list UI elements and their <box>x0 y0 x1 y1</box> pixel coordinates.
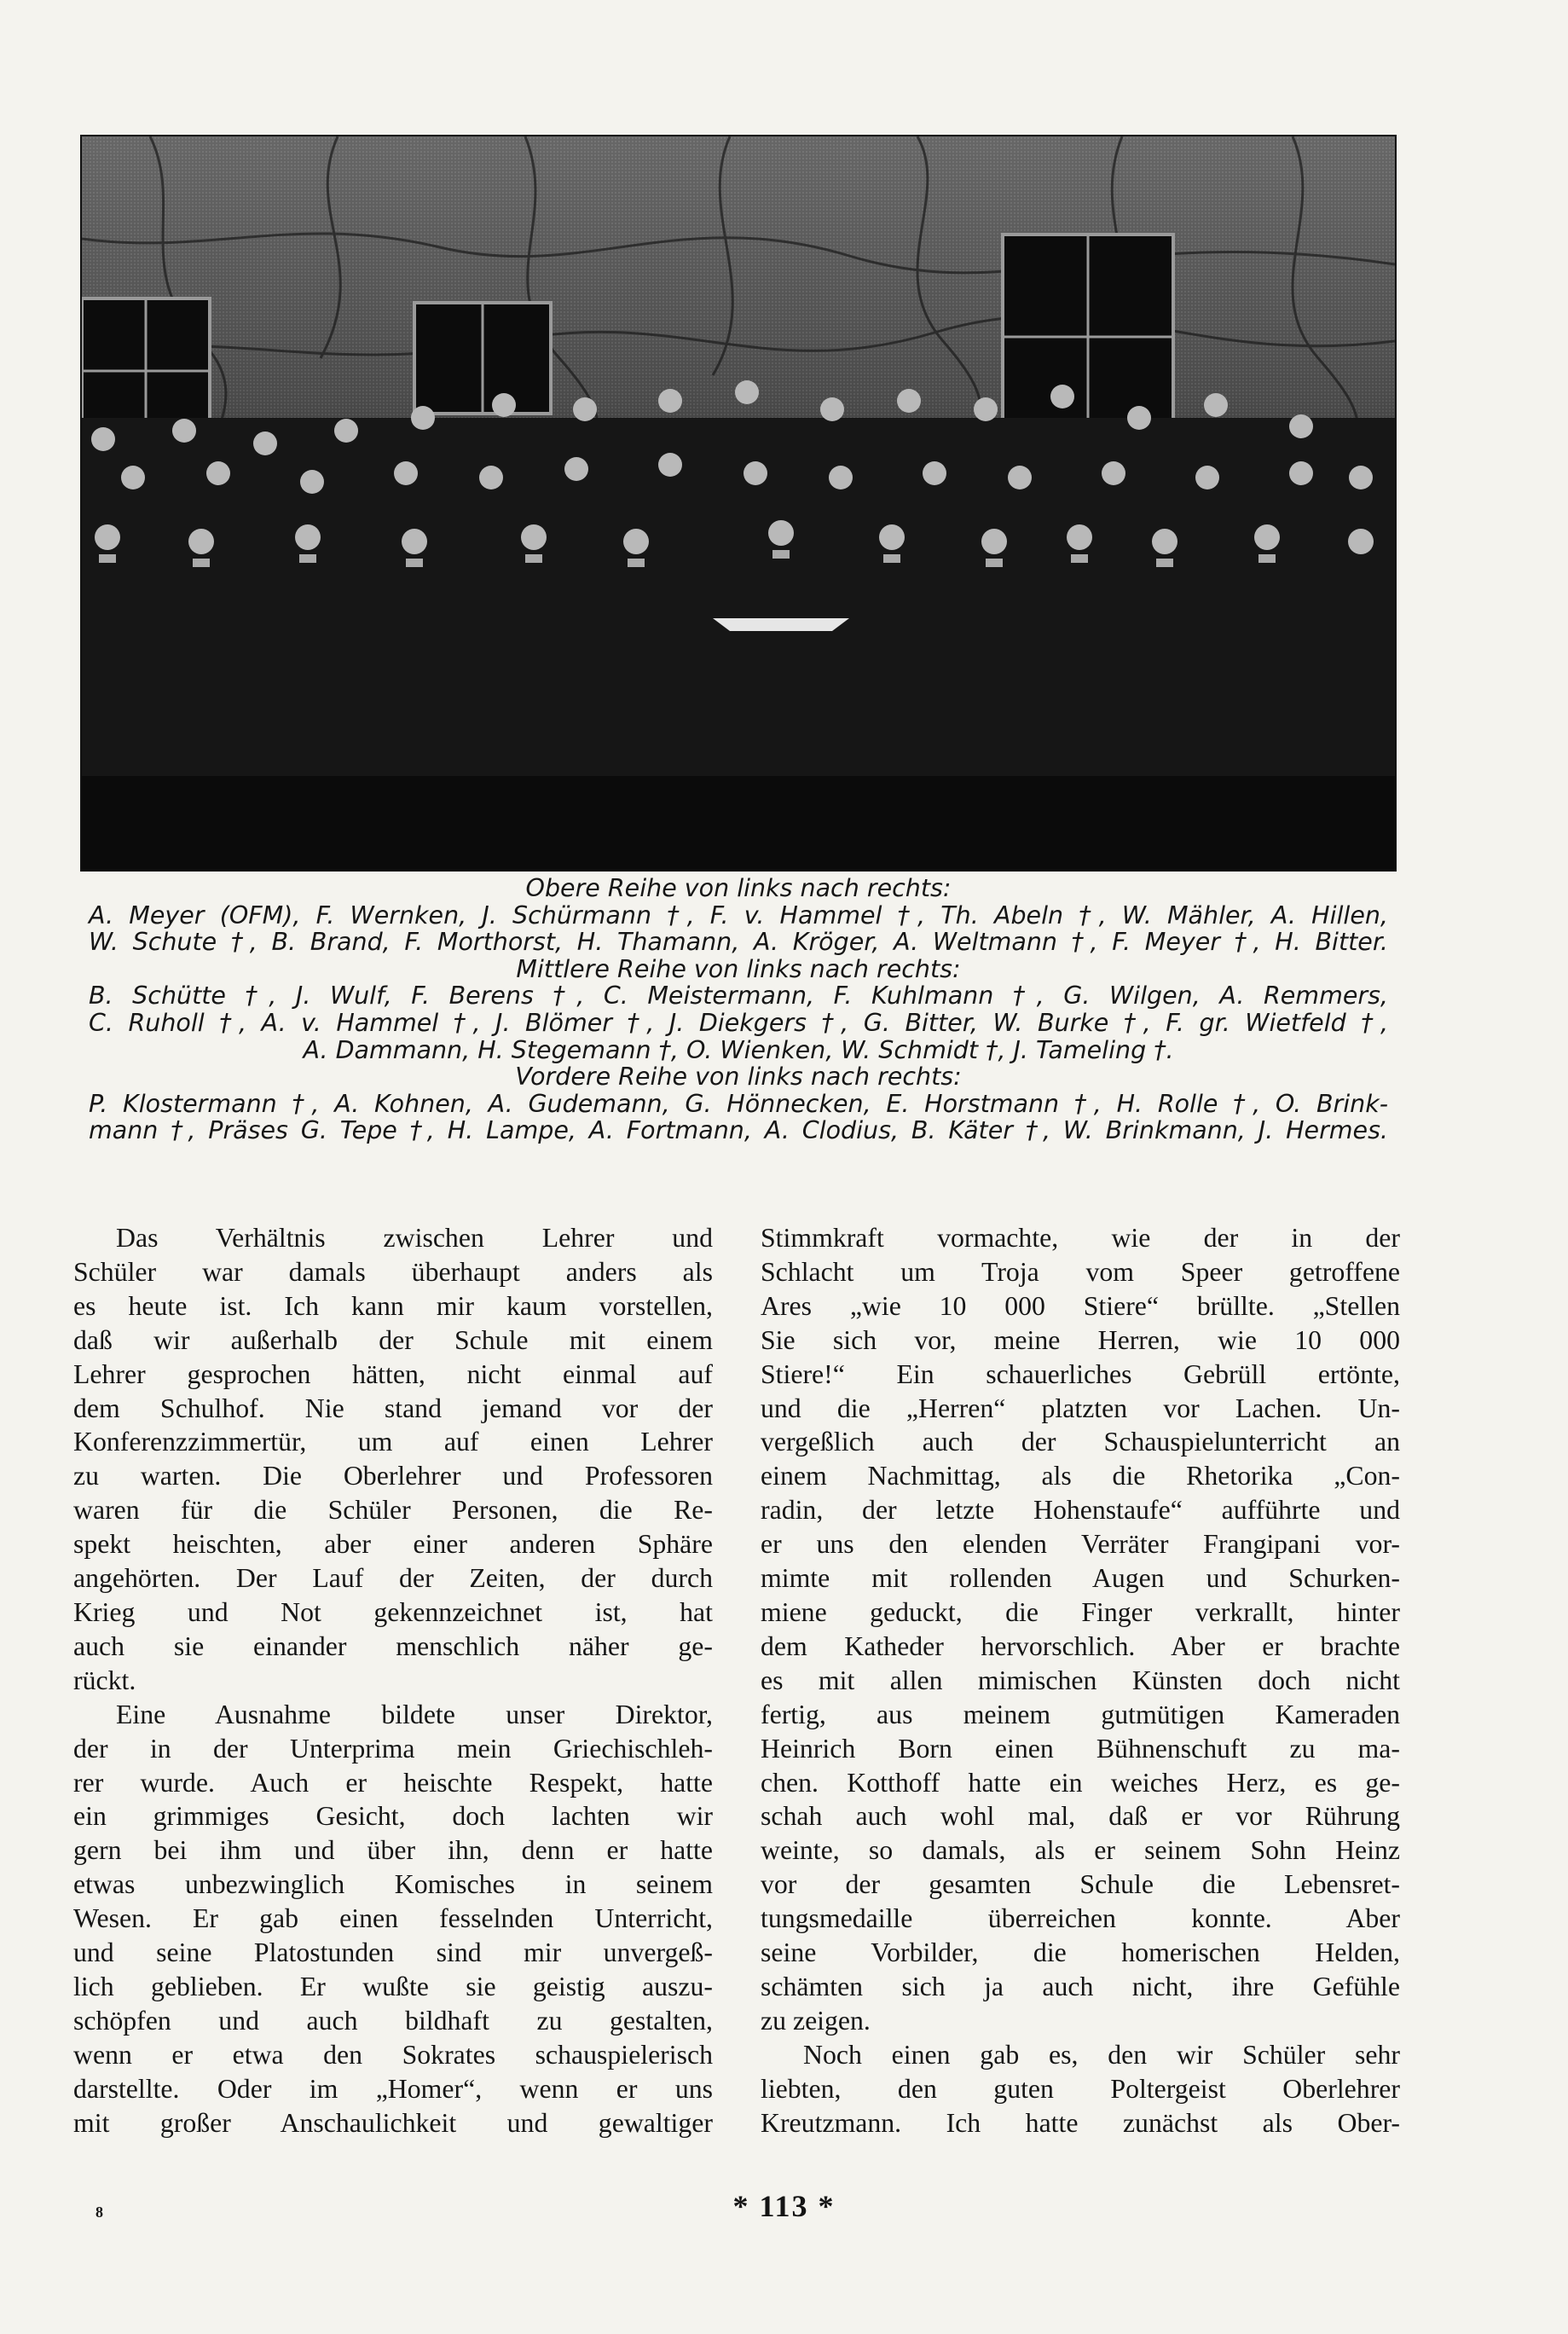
text-line: einem Nachmittag, als die Rhetorika „Con- <box>761 1461 1400 1491</box>
text-line: Schlacht um Troja vom Speer getroffene <box>761 1256 1400 1287</box>
text-column-left <box>73 1221 713 2140</box>
group-portrait-photo <box>82 136 1395 870</box>
caption-line: Mittlere Reihe von links nach rechts: <box>516 954 961 983</box>
text-line: rer wurde. Auch er heischte Respekt, hatte <box>73 1767 713 1798</box>
text-line: dem Katheder hervorschlich. Aber er brachte <box>761 1630 1400 1661</box>
text-line: mit großer Anschaulichkeit und gewaltiger <box>73 2107 713 2138</box>
text-line: radin, der letzte Hohenstaufe“ aufführte und <box>761 1495 1400 1526</box>
text-line: angehörten. Der Lauf der Zeiten, der durch <box>73 1563 713 1594</box>
text-line: miene geduckt, die Finger verkrallt, hinter <box>761 1596 1400 1627</box>
text-line: Kreutzmann. Ich hatte zunächst als Ober- <box>761 2107 1400 2138</box>
text-line: seine Vorbilder, die homerischen Helden, <box>761 1937 1400 1968</box>
photo-caption <box>89 875 1388 1144</box>
text-line: Stimmkraft vormachte, wie der in der <box>761 1223 1400 1253</box>
text-line: chen. Kotthoff hatte ein weiches Herz, es ge- <box>761 1767 1400 1798</box>
text-line: und seine Platostunden sind mir unvergeß- <box>73 1937 713 1968</box>
text-line: Sie sich vor, meine Herren, wie 10 000 <box>761 1324 1400 1355</box>
text-line: tungsmedaille überreichen konnte. Aber <box>761 1903 1400 1934</box>
text-line: vor der gesamten Schule die Lebensret- <box>761 1869 1400 1900</box>
page-number: * 113 * <box>732 2189 836 2223</box>
text-line: der in der Unterprima mein Griechischleh- <box>73 1733 713 1764</box>
text-line: Schüler war damals überhaupt anders als <box>73 1256 713 1287</box>
text-line: Stiere!“ Ein schauerliches Gebrüll ertönte, <box>761 1358 1400 1389</box>
text-line: dem Schulhof. Nie stand jemand vor der <box>73 1393 713 1423</box>
text-line: mimte mit rollenden Augen und Schurken- <box>761 1563 1400 1594</box>
caption-line: P. Klostermann †, A. Kohnen, A. Gudemann, G. Hönnecken, E. Horstmann †, H. Rolle †, O. Brink- <box>89 1089 1388 1118</box>
text-line: weinte, so damals, als er seinem Sohn Heinz <box>761 1835 1400 1866</box>
caption-line: mann †, Präses G. Tepe †, H. Lampe, A. Fortmann, A. Clodius, B. Käter †, W. Brinkmann, J. Hermes. <box>89 1116 1388 1145</box>
caption-line: C. Ruholl †, A. v. Hammel †, J. Blömer †, J. Diekgers †, G. Bitter, W. Burke †, F. gr. Wietfeld †, <box>89 1008 1388 1037</box>
text-line: spekt heischten, aber einer anderen Sphäre <box>73 1529 713 1560</box>
text-line: schöpfen und auch bildhaft zu gestalten, <box>73 2005 713 2036</box>
text-line: waren für die Schüler Personen, die Re- <box>73 1495 713 1526</box>
text-line: Konferenzzimmertür, um auf einen Lehrer <box>73 1427 713 1457</box>
text-column-right <box>761 1221 1400 2140</box>
text-line: zu warten. Die Oberlehrer und Professoren <box>73 1461 713 1491</box>
group-photo <box>80 135 1397 872</box>
caption-line: Obere Reihe von links nach rechts: <box>525 874 952 902</box>
text-line: es heute ist. Ich kann mir kaum vorstellen, <box>73 1290 713 1321</box>
text-line: es mit allen mimischen Künsten doch nicht <box>761 1665 1400 1695</box>
text-line: liebten, den guten Poltergeist Oberlehrer <box>761 2073 1400 2104</box>
text-line: rückt. <box>73 1665 136 1695</box>
text-line: ein grimmiges Gesicht, doch lachten wir <box>73 1801 713 1832</box>
caption-line: B. Schütte †, J. Wulf, F. Berens †, C. Meistermann, F. Kuhlmann †, G. Wilgen, A. Remmers, <box>89 982 1388 1011</box>
text-line: Heinrich Born einen Bühnenschuft zu ma- <box>761 1733 1400 1764</box>
text-line: wenn er etwa den Sokrates schauspielerisch <box>73 2039 713 2070</box>
text-line: schämten sich ja auch nicht, ihre Gefühle <box>761 1971 1400 2001</box>
text-line: fertig, aus meinem gutmütigen Kameraden <box>761 1699 1400 1729</box>
text-line: schah auch wohl mal, daß er vor Rührung <box>761 1801 1400 1832</box>
text-line: gern bei ihm und über ihn, denn er hatte <box>73 1835 713 1866</box>
text-line: Noch einen gab es, den wir Schüler sehr <box>803 2039 1400 2070</box>
text-line: auch sie einander menschlich näher ge- <box>73 1630 713 1661</box>
caption-line: Vordere Reihe von links nach rechts: <box>515 1063 962 1092</box>
text-line: zu zeigen. <box>761 2005 871 2036</box>
text-line: Lehrer gesprochen hätten, nicht einmal auf <box>73 1358 713 1389</box>
text-line: und die „Herren“ platzten vor Lachen. Un- <box>761 1393 1400 1423</box>
text-line: daß wir außerhalb der Schule mit einem <box>73 1324 713 1355</box>
text-line: Das Verhältnis zwischen Lehrer und <box>116 1223 713 1253</box>
caption-line: W. Schute †, B. Brand, F. Morthorst, H. Thamann, A. Kröger, A. Weltmann †, F. Meyer †, H. Bitter. <box>89 928 1388 957</box>
caption-line: A. Dammann, H. Stegemann †, O. Wienken, W. Schmidt †, J. Tameling †. <box>303 1035 1174 1064</box>
text-line: Ares „wie 10 000 Stiere“ brüllte. „Stellen <box>761 1290 1400 1321</box>
text-line: Wesen. Er gab einen fesselnden Unterricht, <box>73 1903 713 1934</box>
signature-mark: 8 <box>95 2204 103 2221</box>
text-line: Krieg und Not gekennzeichnet ist, hat <box>73 1596 713 1627</box>
text-line: darstellte. Oder im „Homer“, wenn er uns <box>73 2073 713 2104</box>
text-line: lich geblieben. Er wußte sie geistig auszu- <box>73 1971 713 2001</box>
text-line: Eine Ausnahme bildete unser Direktor, <box>116 1699 713 1729</box>
text-line: etwas unbezwinglich Komisches in seinem <box>73 1869 713 1900</box>
text-line: er uns den elenden Verräter Frangipani vor- <box>761 1529 1400 1560</box>
caption-line: A. Meyer (OFM), F. Wernken, J. Schürmann †, F. v. Hammel †, Th. Abeln †, W. Mähler, A. Hillen, <box>89 901 1388 930</box>
text-line: vergeßlich auch der Schauspielunterricht an <box>761 1427 1400 1457</box>
